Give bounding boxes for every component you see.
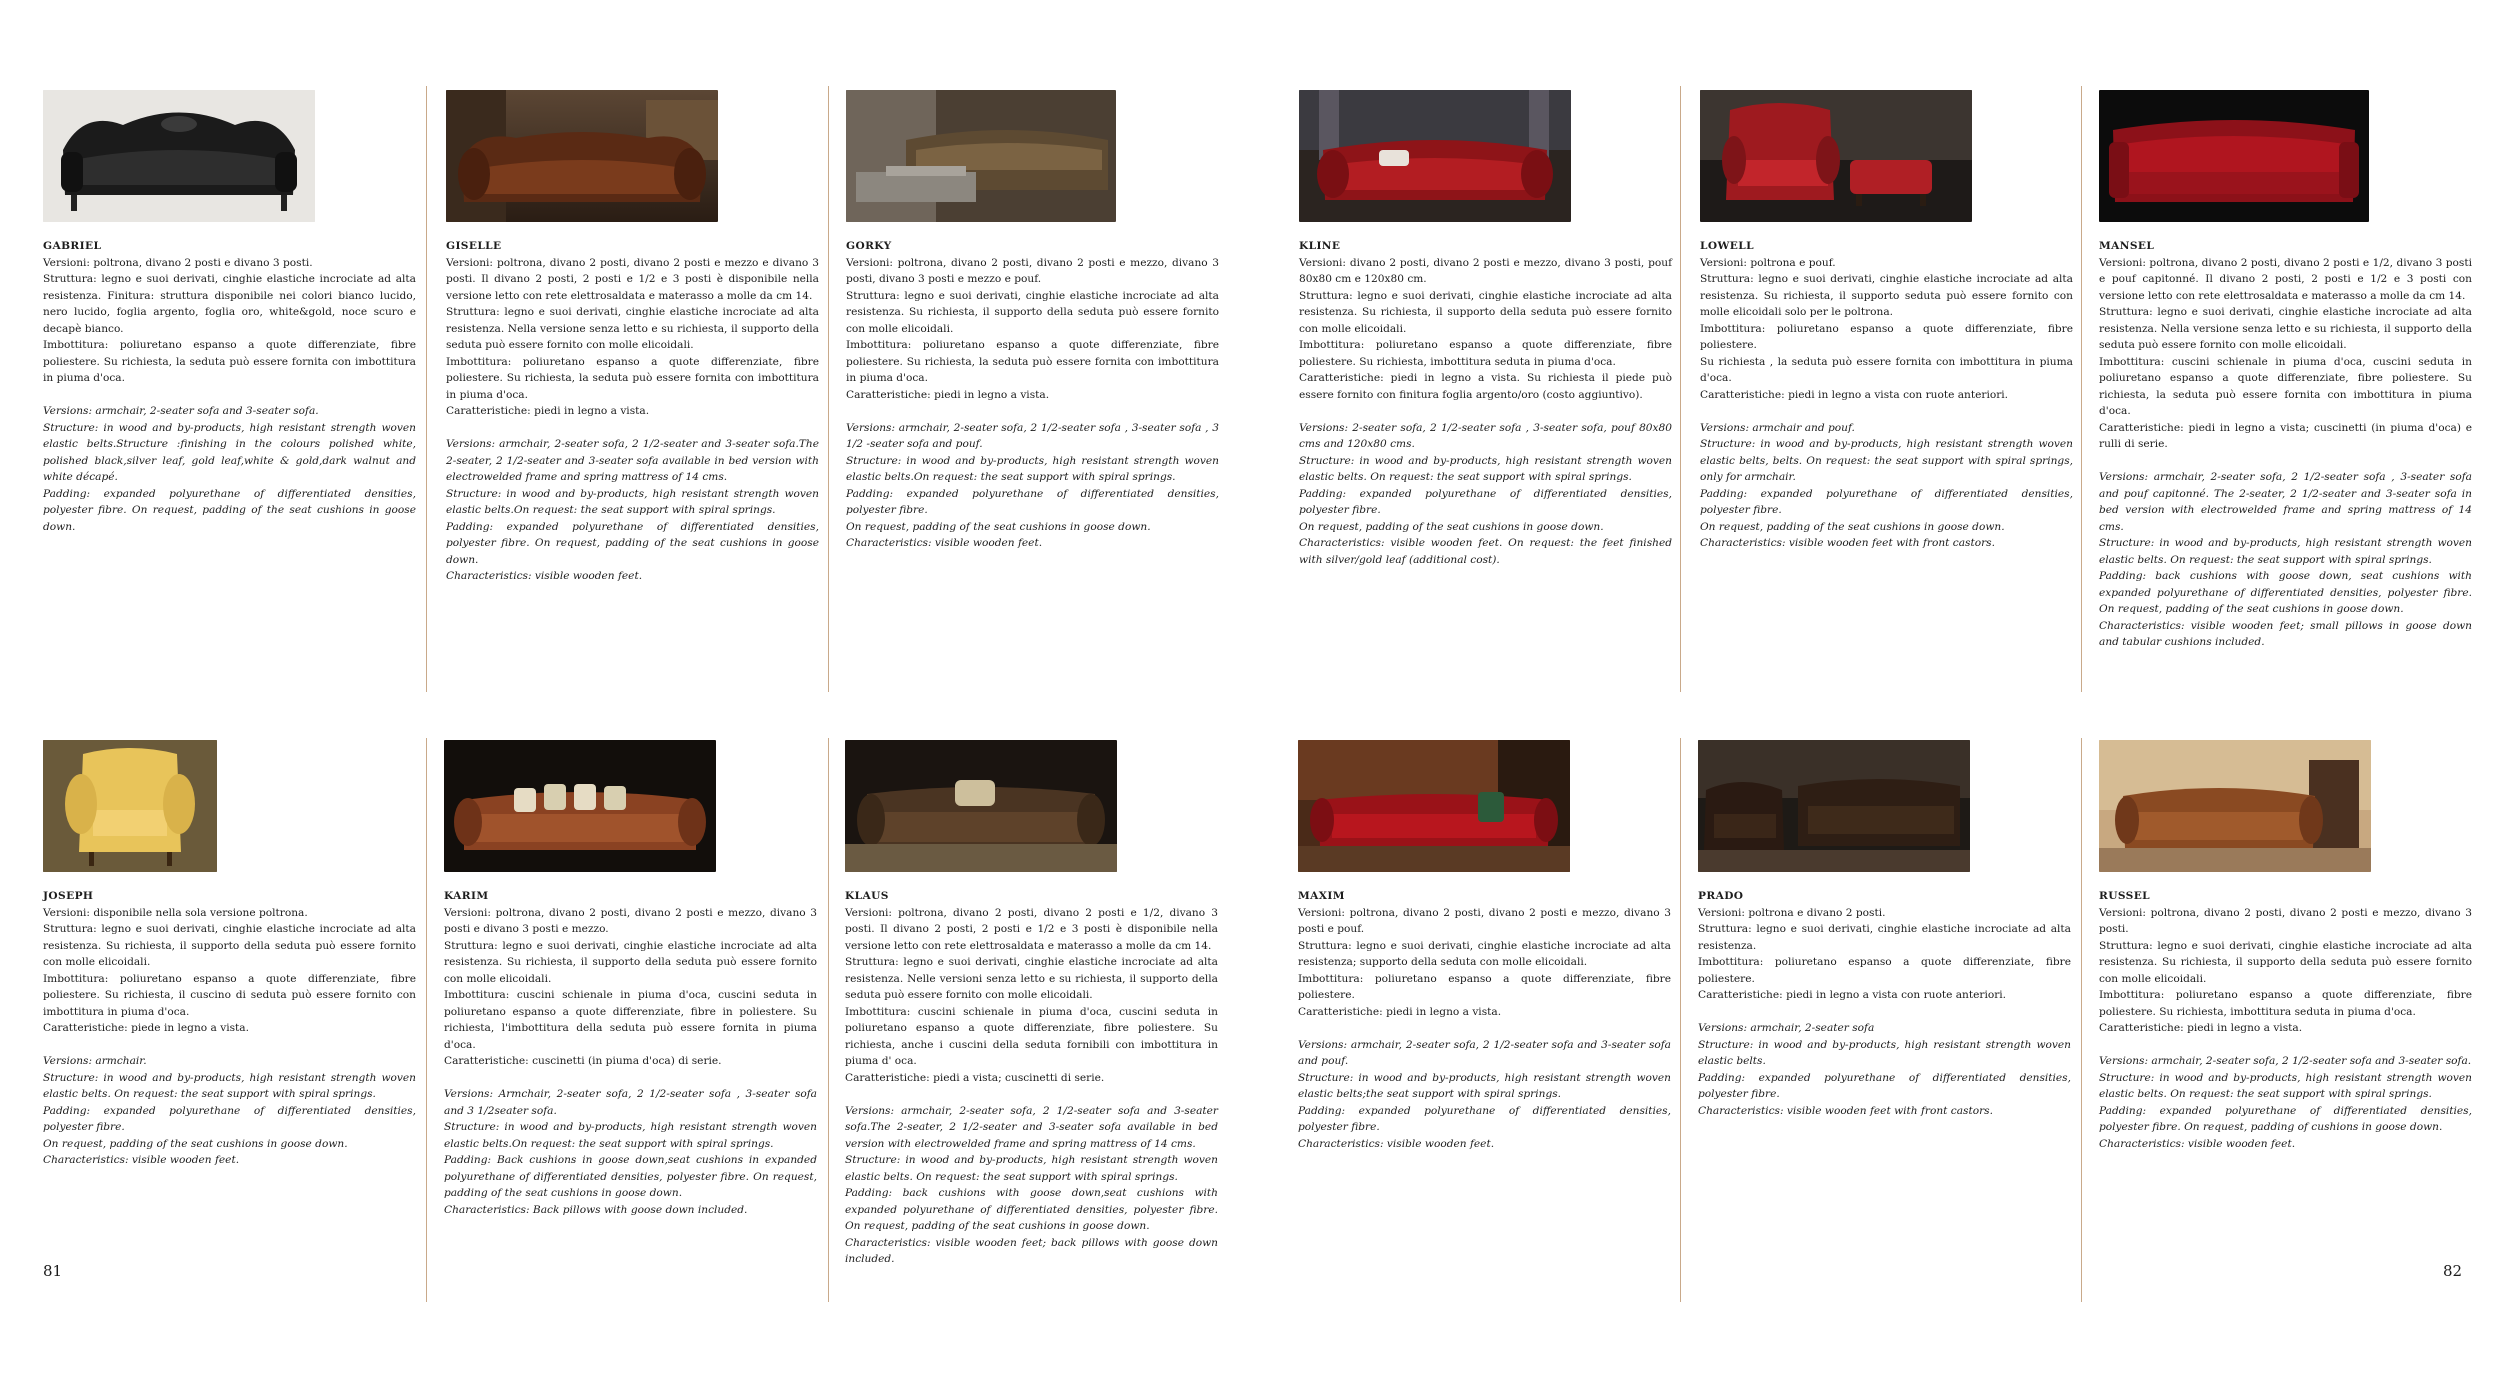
product-description: KLINE Versioni: divano 2 posti, divano 2 posti e mezzo, divano 3 posti, pouf 80x80 cm e 120x80 cm. Struttura: legno e suoi derivati, cinghie elastiche incrociate ad alta resistenza. Su richiesta, il supporto della seduta può essere fornito con molle elicoidali. Imbottitura: poliuretano espanso a quote differenziate, fibre poliestere. Su richiesta, imbottitura seduta in piuma d'oca. Caratteristiche: piedi in legno a vista. Su richiesta il piede può essere fornito con finitura foglia argento/oro (costo aggiuntivo). Versions: 2-seater sofa, 2 1/2-seater sofa , 3-seater sofa, pouf 80x80 cms and 120x80 cms. Structure: in wood and by-products, high resistant strength woven elastic belts. On request: the seat support with spiral springs. Padding: expanded polyurethane of differentiated densities, polyester fibre. On request, padding of the seat cushions in goose down. Characteristics: visible wooden feet. On request: the feet finished with silver/gold leaf (additional cost). <box>1299 240 1672 566</box>
product-name: KLAUS <box>845 890 889 902</box>
product-name: RUSSEL <box>2099 890 2151 902</box>
product-photo <box>2099 740 2371 872</box>
column-divider <box>426 738 427 1302</box>
product-name: PRADO <box>1698 890 1744 902</box>
product-description: RUSSEL Versioni: poltrona, divano 2 posti, divano 2 posti e mezzo, divano 3 posti. Struttura: legno e suoi derivati, cinghie elastiche incrociate ad alta resistenza. Su richiesta, il supporto della seduta può essere fornito con molle elicoidali. Imbottitura: poliuretano espanso a quote differenziate, fibre poliestere. Su richiesta, imbottitura seduta in piuma d'oca. Caratteristiche: piedi in legno a vista. Versions: armchair, 2-seater sofa, 2 1/2-seater sofa and 3-seater sofa. Structure: in wood and by-products, high resistant strength woven elastic belts. On request: the seat support with spiral springs. Padding: expanded polyurethane of differentiated densities, polyester fibre. On request, padding of cushions in goose down. Characteristics: visible wooden feet. <box>2099 890 2472 1150</box>
column-divider <box>828 86 829 692</box>
product-photo <box>1298 740 1570 872</box>
product-name: KARIM <box>444 890 489 902</box>
product-description: GORKY Versioni: poltrona, divano 2 posti, divano 2 posti e mezzo, divano 3 posti, divano 3 posti e mezzo e pouf. Struttura: legno e suoi derivati, cinghie elastiche incrociate ad alta resistenza. Su richiesta, il supporto della seduta può essere fornito con molle elicoidali. Imbottitura: poliuretano espanso a quote differenziate, fibre poliestere. Su richiesta, la seduta può essere fornita con imbottitura in piuma d'oca. Caratteristiche: piedi in legno a vista. Versions: armchair, 2-seater sofa, 2 1/2-seater sofa , 3-seater sofa , 3 1/2 -seater sofa and pouf. Structure: in wood and by-products, high resistant strength woven elastic belts.On request: the seat support with spiral springs. Padding: expanded polyurethane of differentiated densities, polyester fibre. On request, padding of the seat cushions in goose down. Characteristics: visible wooden feet. <box>846 240 1219 549</box>
product-description: MAXIM Versioni: poltrona, divano 2 posti, divano 2 posti e mezzo, divano 3 posti e pouf. Struttura: legno e suoi derivati, cinghie elastiche incrociate ad alta resistenza; supporto della seduta con molle elicoidali. Imbottitura: poliuretano espanso a quote differenziate, fibre poliestere. Caratteristiche: piedi in legno a vista. Versions: armchair, 2-seater sofa, 2 1/2-seater sofa and 3-seater sofa and pouf. Structure: in wood and by-products, high resistant strength woven elastic belts;the seat support with spiral springs. Padding: expanded polyurethane of differentiated densities, polyester fibre. Characteristics: visible wooden feet. <box>1298 890 1671 1150</box>
product-photo <box>2099 90 2369 222</box>
product-photo <box>1700 90 1972 222</box>
product-photo <box>1299 90 1571 222</box>
page-number-right: 82 <box>2443 1262 2463 1280</box>
product-photo <box>444 740 716 872</box>
page-number-left: 81 <box>43 1262 63 1280</box>
product-description: LOWELL Versioni: poltrona e pouf. Struttura: legno e suoi derivati, cinghie elastiche incrociate ad alta resistenza. Su richiesta, il supporto seduta può essere fornito con molle elicoidali solo per le poltrona. Imbottitura: poliuretano espanso a quote differenziate, fibre poliestere. Su richiesta , la seduta può essere fornita con imbottitura in piuma d'oca. Caratteristiche: piedi in legno a vista con ruote anteriori. Versions: armchair and pouf. Structure: in wood and by-products, high resistant strength woven elastic belts, belts. On request: the seat support with spiral springs, only for armchair. Padding: expanded polyurethane of differentiated densities, polyester fibre. On request, padding of the seat cushions in goose down. Characteristics: visible wooden feet with front castors. <box>1700 240 2073 549</box>
product-description: KARIM Versioni: poltrona, divano 2 posti, divano 2 posti e mezzo, divano 3 posti e divano 3 posti e mezzo. Struttura: legno e suoi derivati, cinghie elastiche incrociate ad alta resistenza. Su richiesta, il supporto della seduta può essere fornito con molle elicoidali. Imbottitura: cuscini schienale in piuma d'oca, cuscini seduta in poliuretano espanso a quote differenziate, fibre in poliestere. Su richiesta, l'imbottitura della seduta può essere fornita in piuma d'oca. Caratteristiche: cuscinetti (in piuma d'oca) di serie. Versions: Armchair, 2-seater sofa, 2 1/2-seater sofa , 3-seater sofa and 3 1/2seater sofa. Structure: in wood and by-products, high resistant strength woven elastic belts.On request: the seat support with spiral springs. Padding: Back cushions in goose down,seat cushions in expanded polyurethane of differentiated densities, polyester fibre. On request, padding of the seat cushions in goose down. Characteristics: Back pillows with goose down included. <box>444 890 817 1216</box>
product-description: PRADO Versioni: poltrona e divano 2 posti. Struttura: legno e suoi derivati, cinghie elastiche incrociate ad alta resistenza. Imbottitura: poliuretano espanso a quote differenziate, fibre poliestere. Caratteristiche: piedi in legno a vista con ruote anteriori. Versions: armchair, 2-seater sofa Structure: in wood and by-products, high resistant strength woven elastic belts. Padding: expanded polyurethane of differentiated densities, polyester fibre. Characteristics: visible wooden feet with front castors. <box>1698 890 2071 1117</box>
product-photo <box>446 90 718 222</box>
column-divider <box>2081 738 2082 1302</box>
product-name: JOSEPH <box>43 890 94 902</box>
column-divider <box>2081 86 2082 692</box>
product-name: MANSEL <box>2099 240 2155 252</box>
product-description: GISELLE Versioni: poltrona, divano 2 posti, divano 2 posti e mezzo e divano 3 posti. Il divano 2 posti, 2 posti e 1/2 e 3 posti è disponibile nella versione letto con rete elettrosaldata e materasso a molle da cm 14. Struttura: legno e suoi derivati, cinghie elastiche incrociate ad alta resistenza. Nella versione senza letto e su richiesta, il supporto della seduta può essere fornito con molle elicoidali. Imbottitura: poliuretano espanso a quote differenziate, fibre poliestere. Su richiesta, la seduta può essere fornita con imbottitura in piuma d'oca. Caratteristiche: piedi in legno a vista. Versions: armchair, 2-seater sofa, 2 1/2-seater and 3-seater sofa.The 2-seater, 2 1/2-seater and 3-seater sofa available in bed version with electrowelded frame and spring mattress of 14 cms. Structure: in wood and by-products, high resistant strength woven elastic belts.On request: the seat support with spiral springs. Padding: expanded polyurethane of differentiated densities, polyester fibre. On request, padding of the seat cushions in goose down. Characteristics: visible wooden feet. <box>446 240 819 582</box>
product-description: JOSEPH Versioni: disponibile nella sola versione poltrona. Struttura: legno e suoi derivati, cinghie elastiche incrociate ad alta resistenza. Su richiesta, il supporto della seduta può essere fornito con molle elicoidali. Imbottitura: poliuretano espanso a quote differenziate, fibre poliestere. Su richiesta, il cuscino di seduta può essere fornito con imbottitura in piuma d'oca. Caratteristiche: piede in legno a vista. Versions: armchair. Structure: in wood and by-products, high resistant strength woven elastic belts. On request: the seat support with spiral springs. Padding: expanded polyurethane of differentiated densities, polyester fibre. On request, padding of the seat cushions in goose down. Characteristics: visible wooden feet. <box>43 890 416 1166</box>
column-divider <box>426 86 427 692</box>
product-description: MANSEL Versioni: poltrona, divano 2 posti, divano 2 posti e 1/2, divano 3 posti e pouf capitonné. Il divano 2 posti, 2 posti e 1/2 e 3 posti con versione letto con rete elettrosaldata e materasso a molle da cm 14. Struttura: legno e suoi derivati, cinghie elastiche incrociate ad alta resistenza. Nella versione senza letto e su richiesta, il supporto della seduta può essere fornito con molle elicoidali. Imbottitura: cuscini schienale in piuma d'oca, cuscini seduta in poliuretano espanso a quote differenziate, fibre poliestere. Su richiesta, la seduta può essere fornita con imbottitura in piuma d'oca. Caratteristiche: piedi in legno a vista; cuscinetti (in piuma d'oca) e rulli di serie. Versions: armchair, 2-seater sofa, 2 1/2-seater sofa , 3-seater sofa and pouf capitonné. The 2-seater, 2 1/2-seater and 3-seater sofa in bed version with electrowelded frame and spring mattress of 14 cms. Structure: in wood and by-products, high resistant strength woven elastic belts. On request: the seat support with spiral springs. Padding: back cushions with goose down, seat cushions with expanded polyurethane of differentiated densities, polyester fibre. On request, padding of the seat cushions in goose down. Characteristics: visible wooden feet; small pillows in goose down and tabular cushions included. <box>2099 240 2472 648</box>
product-name: GABRIEL <box>43 240 102 252</box>
product-description: KLAUS Versioni: poltrona, divano 2 posti, divano 2 posti e 1/2, divano 3 posti. Il divano 2 posti, 2 posti e 1/2 e 3 posti è disponibile nella versione letto con rete elettrosaldata e materasso a molle da cm 14. Struttura: legno e suoi derivati, cinghie elastiche incrociate ad alta resistenza. Nelle versioni senza letto e su richiesta, il supporto della seduta può essere fornito con molle elicoidali. Imbottitura: cuscini schienale in piuma d'oca, cuscini seduta in poliuretano espanso a quote differenziate, fibre poliestere. Su richiesta, anche i cuscini della seduta fornibili con imbottitura in piuma d' oca. Caratteristiche: piedi a vista; cuscinetti di serie. Versions: armchair, 2-seater sofa, 2 1/2-seater sofa and 3-seater sofa.The 2-seater, 2 1/2-seater and 3-seater sofa available in bed version with electrowelded frame and spring mattress of 14 cms. Structure: in wood and by-products, high resistant strength woven elastic belts. On request: the seat support with spiral springs. Padding: back cushions with goose down,seat cushions with expanded polyurethane of differentiated densities, polyester fibre. On request, padding of the seat cushions in goose down. Characteristics: visible wooden feet; back pillows with goose down included. <box>845 890 1218 1265</box>
product-name: MAXIM <box>1298 890 1345 902</box>
column-divider <box>1680 738 1681 1302</box>
product-name: LOWELL <box>1700 240 1754 252</box>
product-photo <box>43 740 217 872</box>
column-divider <box>828 738 829 1302</box>
product-photo <box>846 90 1116 222</box>
product-name: GISELLE <box>446 240 502 252</box>
product-name: GORKY <box>846 240 892 252</box>
product-name: KLINE <box>1299 240 1341 252</box>
product-photo <box>1698 740 1970 872</box>
product-photo <box>43 90 315 222</box>
product-description: GABRIEL Versioni: poltrona, divano 2 posti e divano 3 posti. Struttura: legno e suoi derivati, cinghie elastiche incrociate ad alta resistenza. Finitura: struttura disponibile nei colori bianco lucido, nero lucido, foglia argento, foglia oro, white&gold, noce scuro e decapè bianco. Imbottitura: poliuretano espanso a quote differenziate, fibre poliestere. Su richiesta, la seduta può essere fornita con imbottitura in piuma d'oca. Versions: armchair, 2-seater sofa and 3-seater sofa. Structure: in wood and by-products, high resistant strength woven elastic belts.Structure :finishing in the colours polished white, polished black,silver leaf, gold leaf,white & gold,dark walnut and white décapé. Padding: expanded polyurethane of differentiated densities, polyester fibre. On request, padding of the seat cushions in goose down. <box>43 240 416 533</box>
column-divider <box>1680 86 1681 692</box>
product-photo <box>845 740 1117 872</box>
